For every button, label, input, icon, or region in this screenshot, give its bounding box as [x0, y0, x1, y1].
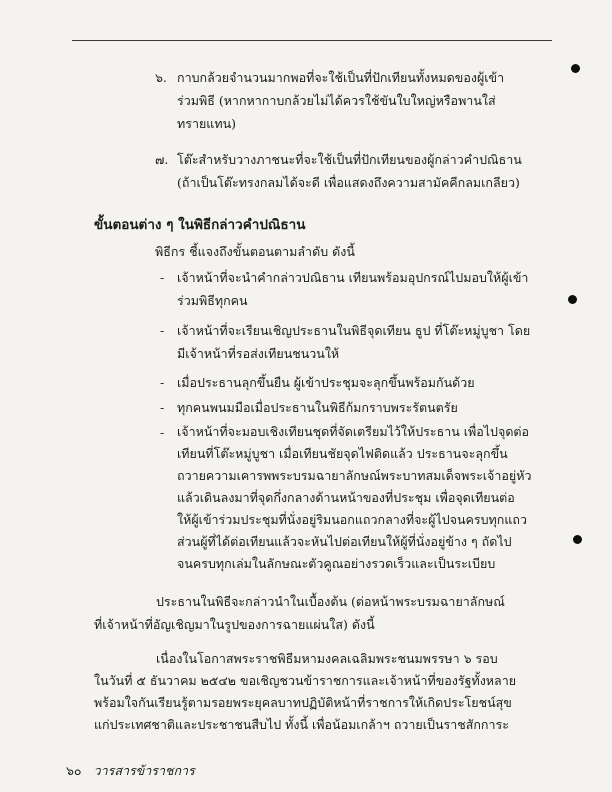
bullet-text: [177, 371, 475, 394]
text-line: เจ้าหน้าที่จะมอบเชิงเทียนชุดที่จัดเตรียมไว้ให้ประธาน เพื่อไปจุดต่อ: [177, 424, 530, 439]
punch-hole-middle: [568, 295, 577, 304]
page-number: ๖๐: [66, 763, 82, 778]
punch-hole-bottom: [573, 535, 582, 544]
text-line: ในวันที่ ๕ ธันวาคม ๒๕๔๒ ขอเชิญชวนข้าราชการและเจ้าหน้าที่ของรัฐทั้งหลาย: [94, 673, 517, 688]
publication-name: วารสารข้าราชการ: [93, 763, 195, 778]
text-line: กาบกล้วยจำนวนมากพอที่จะใช้เป็นที่ปักเทียนทั้งหมดของผู้เข้า: [177, 70, 505, 85]
text-line: พร้อมใจกันเรียนรู้ตามรอยพระยุคลบาทปฏิบัติหน้าที่ราชการให้เกิดประโยชน์สุข: [94, 695, 512, 710]
text-line: เทียนที่โต๊ะหมู่บูชา เมื่อเทียนชัยจุดไฟติดแล้ว ประธานจะลุกขึ้น: [177, 446, 508, 461]
text-line: เจ้าหน้าที่จะนำคำกล่าวปณิธาน เทียนพร้อมอุปกรณ์ไปมอบให้ผู้เข้า: [177, 270, 529, 285]
text-line: ประธานในพิธีจะกล่าวนำในเบื้องต้น (ต่อหน้าพระบรมฉายาลักษณ์: [156, 594, 505, 609]
item-number: ๖.: [155, 70, 167, 85]
occasion-paragraph: [94, 648, 554, 736]
bullet-dash: -: [160, 270, 165, 285]
text-line: ส่วนผู้ที่ได้ต่อเทียนแล้วจะหันไปต่อเทียนให้ผู้ที่นั่งอยู่ข้าง ๆ ถัดไป: [177, 534, 512, 549]
bullet-text: [177, 396, 458, 419]
text-line: เนื่องในโอกาสพระราชพิธีมหามงคลเฉลิมพระชนมพรรษา ๖ รอบ: [156, 651, 498, 666]
text-line: ที่เจ้าหน้าที่อัญเชิญมาในรูปของการฉายแผ่นใส) ดังนี้: [94, 617, 375, 632]
text-line: ถวายความเคารพพระบรมฉายาลักษณ์พระบาทสมเด็จพระเจ้าอยู่หัว: [177, 468, 532, 483]
text-line: ทุกคนพนมมือเมื่อประธานในพิธีก้มกราบพระรัตนตรัย: [177, 400, 458, 415]
bullet-dash: -: [160, 425, 165, 440]
text-line: ให้ผู้เข้าร่วมประชุมที่นั่งอยู่ริมนอกแถวกลางที่จะผู้ไปจนครบทุกแถว: [177, 512, 528, 527]
bullet-text: [177, 319, 530, 365]
text-line: (ถ้าเป็นโต๊ะทรงกลมได้จะดี เพื่อแสดงถึงความสามัคคีกลมเกลียว): [177, 175, 520, 190]
bullet-text: [177, 266, 528, 312]
bullet-dash: -: [160, 400, 165, 415]
chairman-paragraph: [94, 590, 554, 636]
section-heading: ขั้นตอนต่าง ๆ ในพิธีกล่าวคำปณิธาน: [94, 217, 306, 233]
punch-hole-top: [571, 64, 580, 73]
text-line: จนครบทุกเล่มในลักษณะตัวคูณอย่างรวดเร็วและเป็นระเบียบ: [177, 556, 496, 571]
bullet-dash: -: [160, 375, 165, 390]
text-line: มีเจ้าหน้าที่รอส่งเทียนชนวนให้: [177, 346, 340, 361]
text-line: แก่ประเทศชาติและประชาชนสืบไป ทั้งนี้ เพื่อน้อมเกล้าฯ ถวายเป็นราชสักการะ: [94, 717, 509, 732]
header-rule: [72, 40, 552, 41]
text-line: เมื่อประธานลุกขึ้นยืน ผู้เข้าประชุมจะลุกขึ้นพร้อมกันด้วย: [177, 375, 475, 390]
numbered-item-text: [177, 148, 522, 194]
text-line: เจ้าหน้าที่จะเรียนเชิญประธานในพิธีจุดเทียน ธูป ที่โต๊ะหมู่บูชา โดย: [177, 323, 531, 338]
text-line: โต๊ะสำหรับวางภาชนะที่จะใช้เป็นที่ปักเทียนของผู้กล่าวคำปณิธาน: [177, 152, 522, 167]
numbered-item-text: [177, 66, 504, 135]
intro-text: พิธีกร ชี้แจงถึงขั้นตอนตามลำดับ ดังนี้: [155, 244, 355, 259]
text-line: แล้วเดินลงมาที่จุดกึ่งกลางด้านหน้าของที่ประชุม เพื่อจุดเทียนต่อ: [177, 490, 515, 505]
item-number: ๗.: [155, 152, 169, 167]
bullet-text: [177, 421, 532, 575]
text-line: ร่วมพิธีทุกคน: [177, 293, 248, 308]
bullet-dash: -: [160, 323, 165, 338]
text-line: ทรายแทน): [177, 116, 237, 131]
text-line: ร่วมพิธี (หากหากาบกล้วยไม่ได้ควรใช้ขันใบใหญ่หรือพานใส่: [177, 93, 496, 108]
page-footer: [66, 761, 195, 781]
